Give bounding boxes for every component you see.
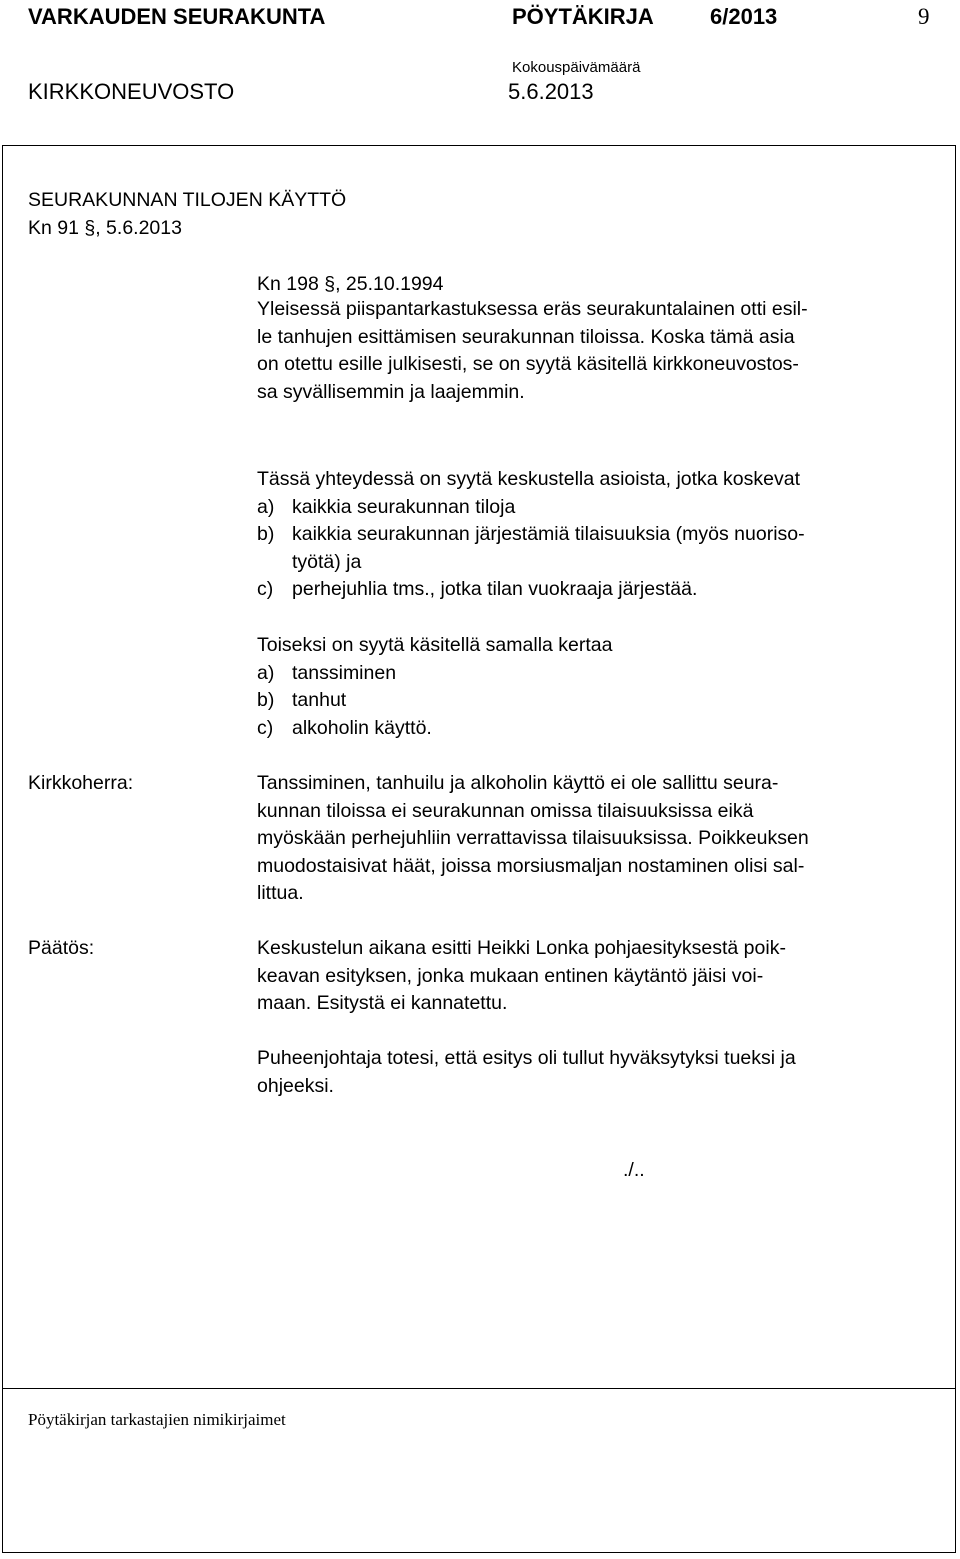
text-line: sa syvällisemmin ja laajemmin.: [257, 380, 525, 403]
meeting-date-label: Kokouspäivämäärä: [512, 59, 641, 76]
decision-label: Päätös:: [28, 937, 95, 959]
history-reference: Kn 198 §, 25.10.1994: [257, 273, 444, 295]
list-marker: b): [257, 523, 275, 545]
list-marker: a): [257, 495, 275, 518]
list-marker: b): [257, 689, 275, 711]
governing-body: KIRKKONEUVOSTO: [28, 79, 235, 104]
list-item: alkoholin käyttö.: [292, 716, 432, 739]
text-line: littua.: [257, 882, 304, 904]
text-line: keavan esityksen, jonka mukaan entinen käytäntö jäisi voi-: [257, 964, 764, 987]
list-item: tanssiminen: [292, 661, 397, 684]
congregation-name: VARKAUDEN SEURAKUNTA: [28, 4, 326, 29]
text-line: le tanhujen esittämisen seurakunnan tiloissa. Koska tämä asia: [257, 325, 795, 348]
section-title: SEURAKUNNAN TILOJEN KÄYTTÖ: [28, 189, 347, 211]
text-line: Yleisessä piispantarkastuksessa eräs seurakuntalainen otti esil-: [257, 298, 808, 320]
footer-initials-label: Pöytäkirjan tarkastajien nimikirjaimet: [28, 1410, 286, 1429]
text-line: myöskään perhejuhliin verrattavissa tilaisuuksissa. Poikkeuksen: [257, 827, 809, 849]
list-marker: a): [257, 661, 275, 684]
document-number: 6/2013: [710, 4, 778, 29]
meeting-date: 5.6.2013: [508, 79, 594, 104]
text-line: muodostaisivat häät, joissa morsiusmaljan nostaminen olisi sal-: [257, 854, 805, 877]
paragraph-intro: Toiseksi on syytä käsitellä samalla kertaa: [257, 634, 613, 656]
text-line: kunnan tiloissa ei seurakunnan omissa tilaisuuksissa eikä: [257, 799, 754, 822]
section-reference: Kn 91 §, 5.6.2013: [28, 217, 182, 239]
kirkkoherra-label: Kirkkoherra:: [28, 772, 134, 794]
list-item: tanhut: [292, 689, 347, 711]
paragraph-intro: Tässä yhteydessä on syytä keskustella asioista, jotka koskevat: [257, 468, 801, 490]
text-line: Puheenjohtaja totesi, että esitys oli tullut hyväksytyksi tueksi ja: [257, 1047, 796, 1069]
text-line: maan. Esitystä ei kannatettu.: [257, 992, 508, 1014]
page-number: 9: [918, 4, 930, 29]
continuation-mark: ./..: [623, 1159, 645, 1181]
text-line: ohjeeksi.: [257, 1074, 334, 1097]
text-line: on otettu esille julkisesti, se on syytä käsitellä kirkkoneuvostos-: [257, 353, 799, 375]
text-line: Keskustelun aikana esitti Heikki Lonka pohjaesityksestä poik-: [257, 937, 786, 959]
footer-divider: [2, 1388, 956, 1389]
list-item-continuation: työtä) ja: [292, 550, 362, 573]
list-item: kaikkia seurakunnan järjestämiä tilaisuuksia (myös nuoriso-: [292, 523, 805, 545]
list-marker: c): [257, 578, 274, 600]
list-marker: c): [257, 716, 274, 739]
list-item: kaikkia seurakunnan tiloja: [292, 495, 516, 518]
text-line: Tanssiminen, tanhuilu ja alkoholin käyttö ei ole sallittu seura-: [257, 772, 779, 794]
document-type: PÖYTÄKIRJA: [512, 4, 654, 29]
list-item: perhejuhlia tms., jotka tilan vuokraaja järjestää.: [292, 578, 698, 600]
